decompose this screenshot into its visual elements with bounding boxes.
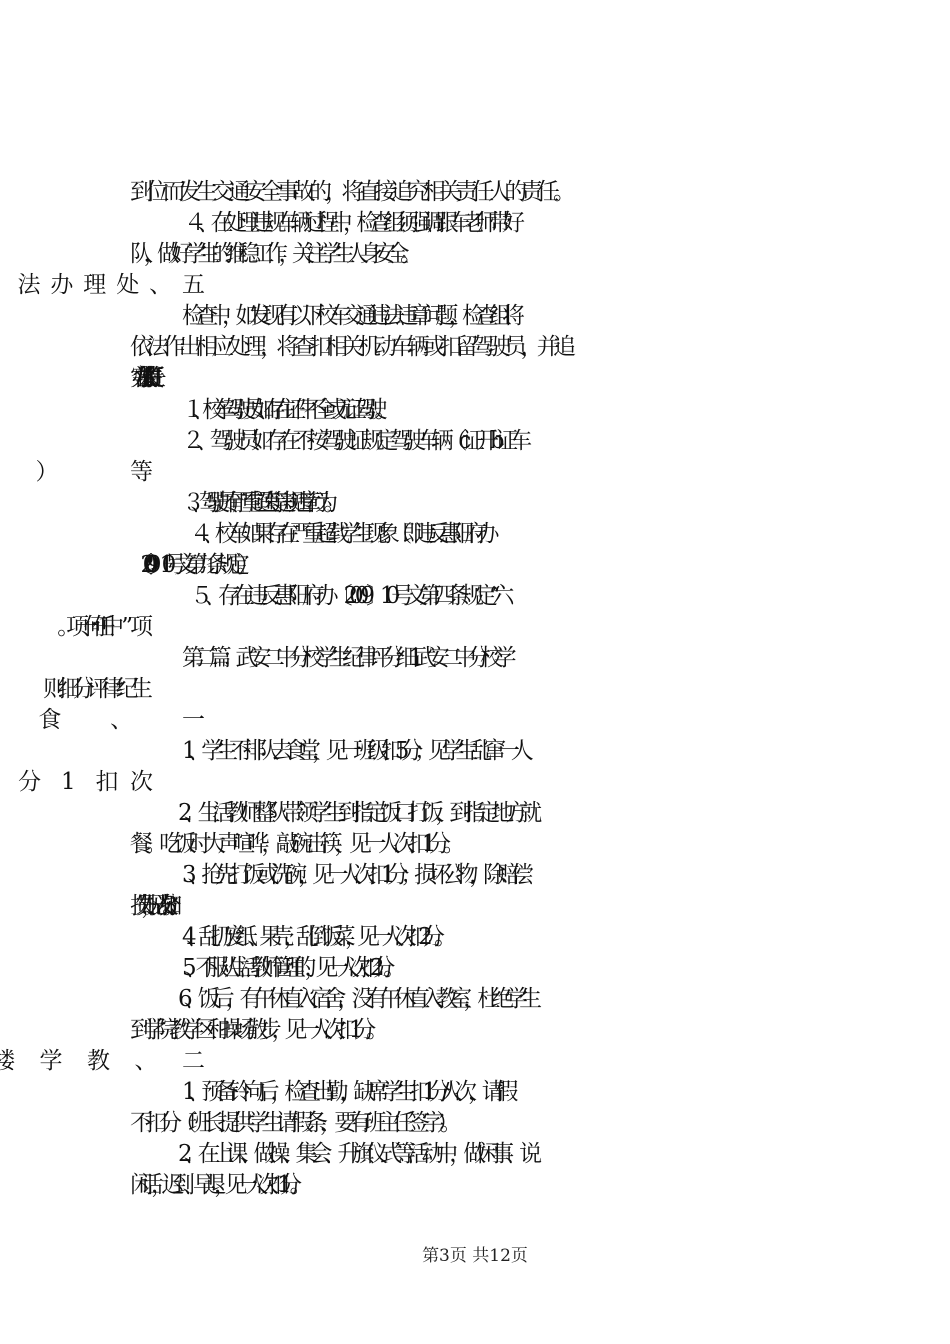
text-line: 闲话，迟到、早退，见一人次扣1分。 [130, 1172, 301, 1198]
text-line: ２、驾驶员如存在不按驾驶证规定驾驶车辆（c证开b证车 [182, 428, 523, 454]
section-heading [182, 705, 950, 735]
text-line: 4、乱扔废纸、果壳，乱倒饭菜，见一人次扣2分。 [182, 924, 447, 950]
text-line [130, 457, 950, 487]
text-line: 依法作出相应处理，将查扣相关机动车辆或扣留驾驶员，并追 [130, 334, 570, 360]
text-line: 2、生活教师整队带领学生到指定饭口打饭，到指定地方就 [178, 800, 534, 826]
text-line: 〔2009〕10号文第九条规定）。 [130, 552, 247, 578]
text-line: ５、存在违反惠阳府办〔2009〕10号文第四条规定“六 [190, 583, 506, 609]
text-line: 5、不服从生活教师管理的，见一人次扣2分。 [182, 955, 395, 981]
text-line [130, 767, 950, 797]
text-line: 1、学生不排队去食堂，见一班级扣5分；见学生乱窜一人 [182, 738, 525, 764]
text-line: 6、饭后，有午休直入宿舍，没有午休直入教室，杜绝学生 [178, 986, 534, 1012]
page-footer: 第3页 共12页 [422, 1246, 528, 1266]
text-line: ４、校车如果存在严重超载学生现象（即违反惠阳府办 [190, 521, 489, 547]
text-line [130, 612, 950, 642]
section-heading [182, 270, 950, 300]
text-line: 究办学法人的相关责任。 [130, 365, 147, 391]
text-line: 队，做好学生的维稳工作，关注学生人身安全。 [130, 241, 414, 267]
text-line: ４、在处理违规车辆过程中，检查组须强调跟车老师带好 [184, 210, 516, 236]
chapter-heading [130, 674, 950, 704]
text-line: 餐。吃饭时大声喧哗，敲碗击筷，见一人次扣1分。 [130, 831, 458, 857]
text-line: 1、预备铃向后，检查出勤，缺席学生扣1分/人次，请假 [182, 1079, 510, 1105]
text-line: 2、在上课、做操、集会、升旗仪式等活动中，做闲事、说 [178, 1141, 534, 1167]
text-line: 检查中，如发现有以下校车交通违法违章问题，检查组将 [182, 303, 516, 329]
text-line: 到位而发生交通安全事故的，将直接追究相关责任人的责任。 [130, 179, 570, 205]
text-line: 损失外，见一人次扣3分。 [130, 893, 166, 919]
section-heading [182, 1046, 950, 1076]
text-line: 不扣分（班长提供学生请假条，要有班主任签字）。 [130, 1110, 455, 1136]
text-line: １、校车驾驶员如存在证件不全或无证驾驶。 [182, 397, 385, 423]
text-line: 3、抢先打饭或洗碗，见一人次扣1分；损坏公物，除赔偿 [182, 862, 525, 888]
text-line: 到学院教学区和操场散步，见一人次扣1分。 [130, 1017, 380, 1043]
chapter-heading: 第二篇：武安二中分校学生纪律评分细1武安二中分校学 [182, 645, 507, 671]
text-line: ３、驾驶员有严重超速等违规违章行为。 [182, 490, 332, 516]
